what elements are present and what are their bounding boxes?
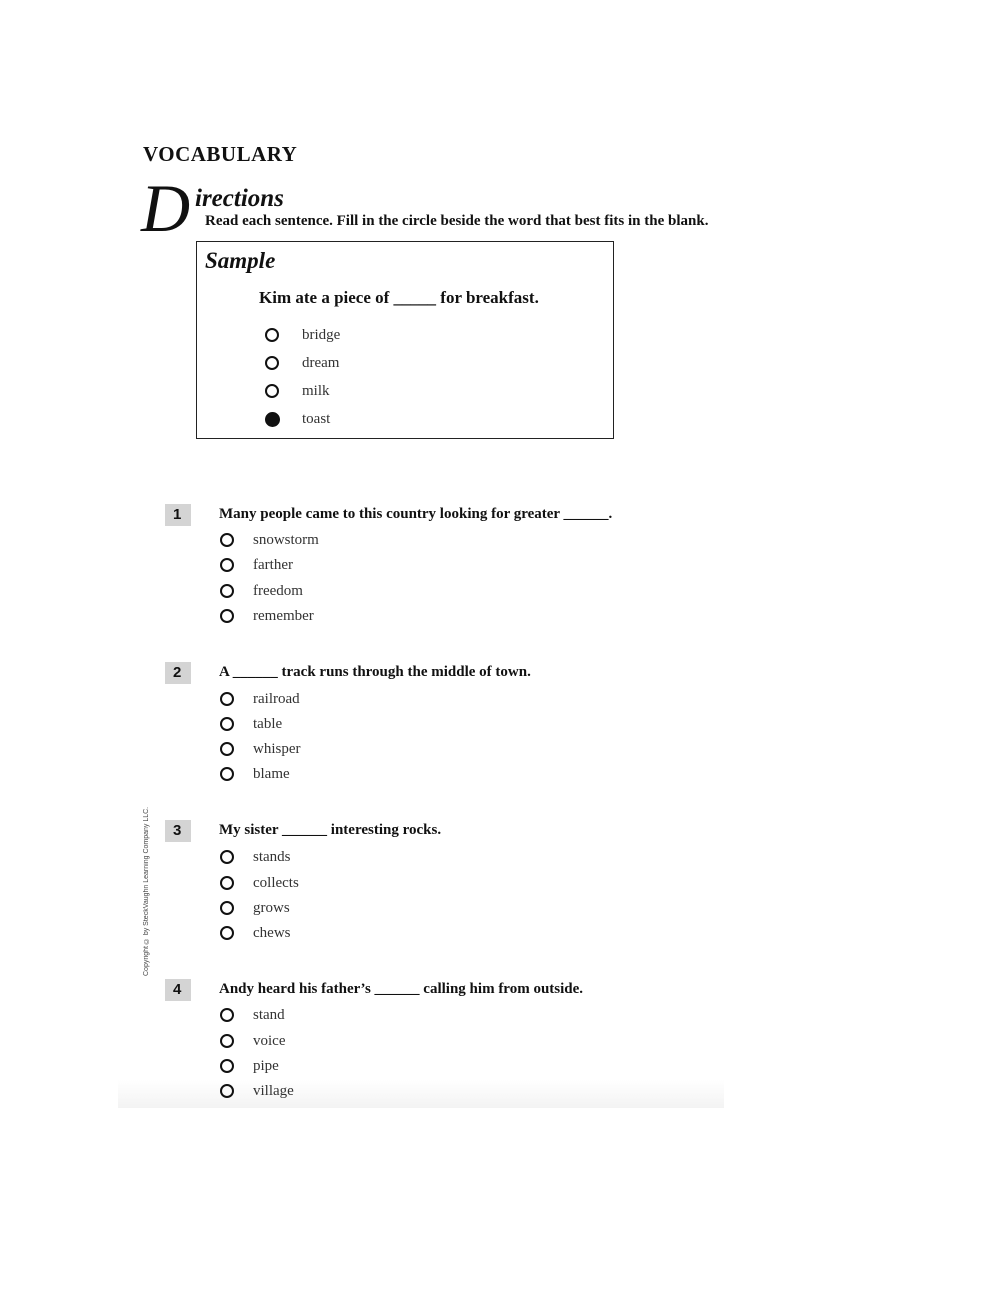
answer-circle-icon[interactable]	[220, 609, 234, 623]
answer-option[interactable]	[220, 714, 283, 734]
filled-circle-icon	[265, 412, 280, 427]
directions-initial: D	[141, 170, 191, 246]
answer-circle-icon[interactable]	[220, 926, 234, 940]
option-label: remember	[253, 607, 314, 624]
question-text: A ______ track runs through the middle of town.	[219, 664, 531, 680]
question-number: 4	[165, 979, 191, 1001]
answer-circle-icon[interactable]	[220, 692, 234, 706]
answer-circle-icon[interactable]	[220, 558, 234, 572]
option-label: collects	[253, 874, 299, 891]
answer-circle-icon[interactable]	[220, 533, 234, 547]
question-number: 1	[165, 504, 191, 526]
sample-option-dream	[265, 353, 340, 373]
directions-heading: irections	[195, 185, 284, 212]
answer-option[interactable]	[220, 689, 300, 709]
answer-circle-icon[interactable]	[220, 901, 234, 915]
answer-option[interactable]	[220, 1005, 285, 1025]
sample-question: Kim ate a piece of _____ for breakfast.	[259, 288, 539, 307]
answer-circle-icon[interactable]	[220, 850, 234, 864]
answer-option[interactable]	[220, 555, 293, 575]
sample-label: Sample	[205, 248, 276, 273]
option-label: whisper	[253, 740, 301, 757]
option-label: farther	[253, 556, 293, 573]
answer-circle-icon[interactable]	[220, 717, 234, 731]
empty-circle-icon	[265, 356, 279, 370]
option-label: chews	[253, 924, 291, 941]
answer-option[interactable]	[220, 1056, 279, 1076]
sample-option-bridge	[265, 325, 341, 345]
answer-option[interactable]	[220, 898, 290, 918]
sample-option-milk	[265, 381, 330, 401]
question-number: 3	[165, 820, 191, 842]
option-label: blame	[253, 765, 290, 782]
answer-circle-icon[interactable]	[220, 1008, 234, 1022]
page-shadow	[118, 1080, 724, 1108]
option-label: bridge	[302, 326, 341, 343]
option-label: grows	[253, 899, 290, 916]
answer-circle-icon[interactable]	[220, 876, 234, 890]
answer-option[interactable]	[220, 873, 299, 893]
option-label: milk	[302, 382, 330, 399]
answer-circle-icon[interactable]	[220, 767, 234, 781]
option-label: voice	[253, 1032, 286, 1049]
answer-circle-icon[interactable]	[220, 1084, 234, 1098]
sample-box	[196, 241, 614, 439]
answer-option[interactable]	[220, 606, 314, 626]
option-label: snowstorm	[253, 531, 319, 548]
answer-option[interactable]	[220, 1081, 294, 1101]
option-label: toast	[302, 410, 331, 427]
answer-option[interactable]	[220, 739, 301, 759]
answer-option[interactable]	[220, 1031, 286, 1051]
answer-option[interactable]	[220, 847, 291, 867]
copyright-notice: Copyright © by SteckVaughn Learning Company LLC.	[143, 806, 150, 976]
option-label: dream	[302, 354, 340, 371]
answer-option[interactable]	[220, 581, 303, 601]
answer-circle-icon[interactable]	[220, 584, 234, 598]
empty-circle-icon	[265, 328, 279, 342]
sample-option-toast	[265, 409, 331, 429]
empty-circle-icon	[265, 384, 279, 398]
option-label: table	[253, 715, 283, 732]
option-label: freedom	[253, 582, 303, 599]
option-label: village	[253, 1082, 294, 1099]
answer-option[interactable]	[220, 764, 290, 784]
answer-option[interactable]	[220, 923, 291, 943]
question-number: 2	[165, 662, 191, 684]
question-text: Many people came to this country looking for greater ______.	[219, 506, 613, 522]
answer-option[interactable]	[220, 530, 319, 550]
answer-circle-icon[interactable]	[220, 1059, 234, 1073]
section-title: VOCABULARY	[143, 142, 298, 166]
question-text: Andy heard his father’s ______ calling him from outside.	[219, 981, 584, 997]
question-text: My sister ______ interesting rocks.	[219, 822, 442, 838]
directions-text: Read each sentence. Fill in the circle beside the word that best fits in the blank.	[205, 213, 709, 229]
option-label: stands	[253, 848, 291, 865]
option-label: pipe	[253, 1057, 279, 1074]
option-label: railroad	[253, 690, 300, 707]
answer-circle-icon[interactable]	[220, 742, 234, 756]
option-label: stand	[253, 1006, 285, 1023]
answer-circle-icon[interactable]	[220, 1034, 234, 1048]
